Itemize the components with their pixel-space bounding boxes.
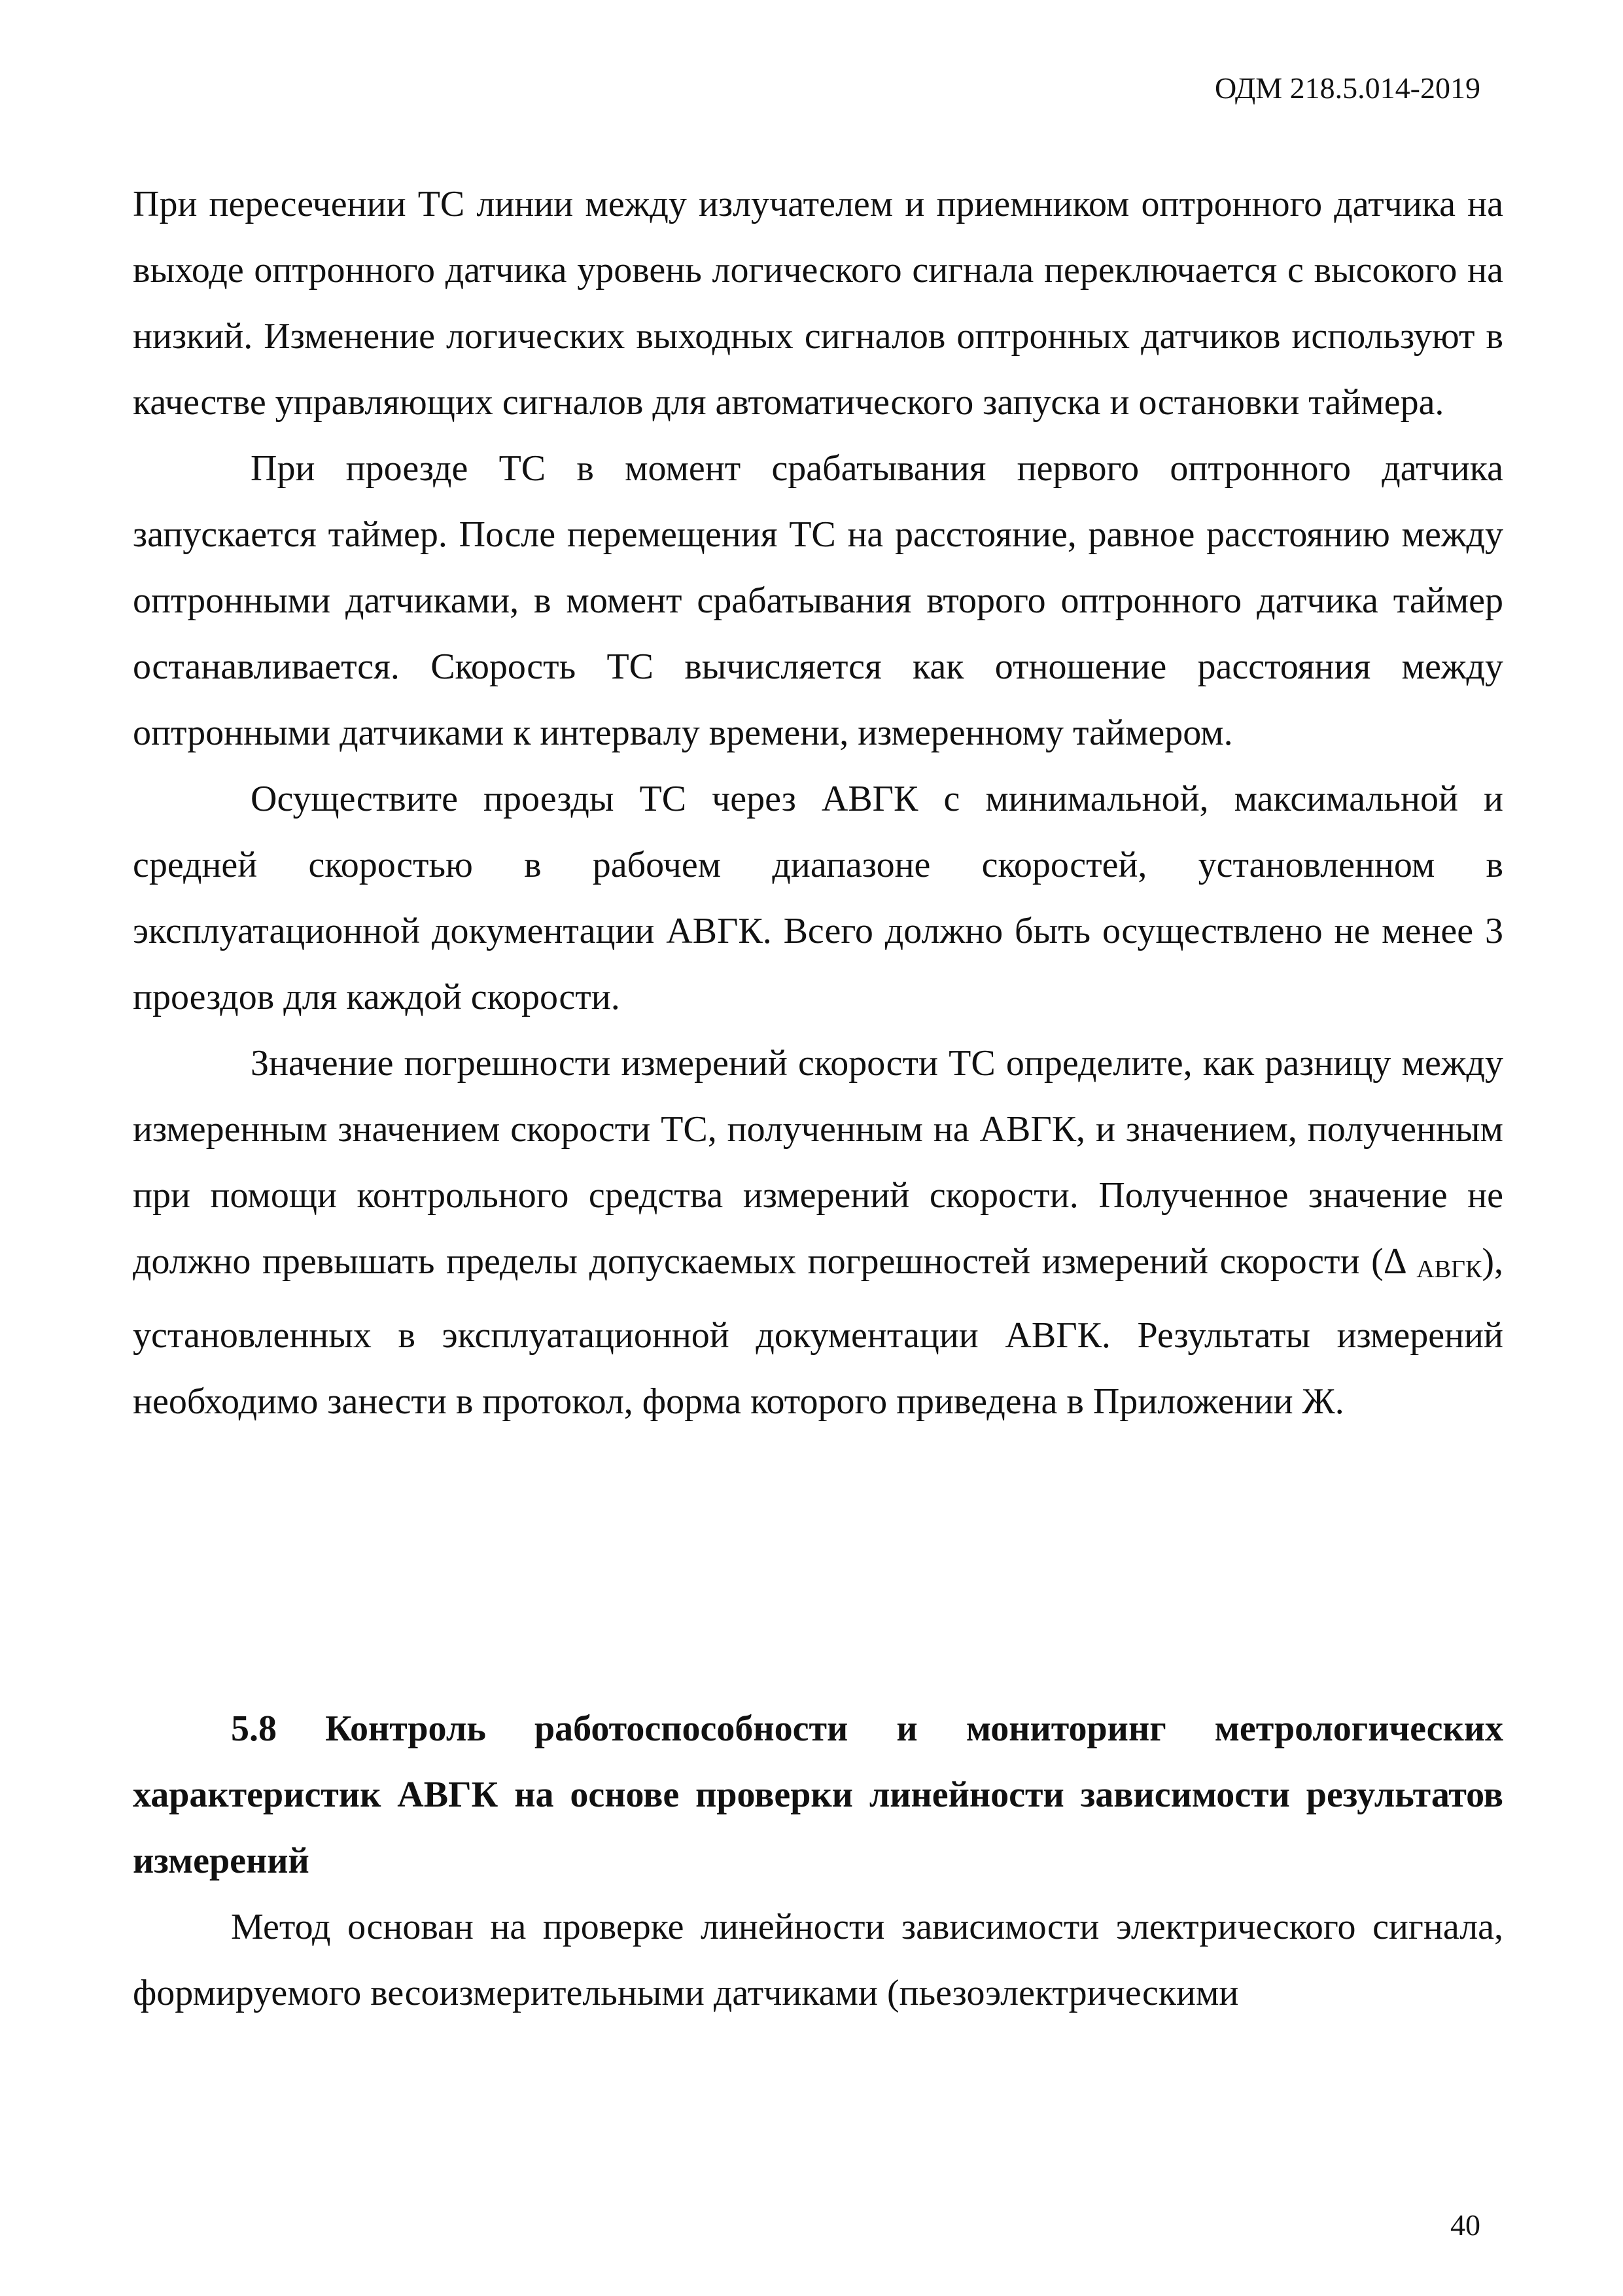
speed-error-text-end: ), установленных в эксплуатационной документации АВГК. Результаты измерений необходимо занести в протокол, форма которого приведена в Приложении Ж. xyxy=(133,1241,1503,1422)
paragraph-test-runs: Осуществите проезды ТС через АВГК с минимальной, максимальной и средней скоростью в рабочем диапазоне скоростей, установленном в эксплуатационной документации АВГК. Всего должно быть осуществлено не менее 3 проездов для каждой скорости. xyxy=(133,779,1503,1017)
document-code: ОДМ 218.5.014-2019 xyxy=(1214,71,1480,105)
section-body xyxy=(133,1894,1503,2026)
body-text xyxy=(133,171,1503,1435)
speed-error-text-start: Значение погрешности измерений скорости ТС определите, как разницу между измеренным значением скорости ТС, полученным на АВГК, и значением, полученным при помощи контрольного средства измерений скорости. Полученное значение не должно превышать пределы допускаемых погрешностей измерений скорости (Δ xyxy=(133,1043,1503,1282)
paragraph-optron-crossing: При пересечении ТС линии между излучателем и приемником оптронного датчика на выходе оптронного датчика уровень логического сигнала переключается с высокого на низкий. Изменение логических выходных сигналов оптронных датчиков используют в качестве управляющих сигналов для автоматического запуска и остановки таймера. xyxy=(133,184,1503,423)
delta-subscript: АВГК xyxy=(1416,1256,1482,1283)
paragraph-method: Метод основан на проверке линейности зависимости электрического сигнала, формируемого весоизмерительными датчиками (пьезоэлектрическими xyxy=(133,1907,1503,2013)
page-number: 40 xyxy=(1450,2208,1480,2242)
paragraph-timer-start: При проезде ТС в момент срабатывания первого оптронного датчика запускается таймер. После перемещения ТС на расстояние, равное расстоянию между оптронными датчиками, в момент срабатывания второго оптронного датчика таймер останавливается. Скорость ТС вычисляется как отношение расстояния между оптронными датчиками к интервалу времени, измеренному таймером. xyxy=(133,448,1503,753)
paragraph-speed-error xyxy=(133,1031,1503,1435)
section-heading xyxy=(133,1696,1503,1894)
section-heading-text: 5.8 Контроль работоспособности и мониторинг метрологических характеристик АВГК на основе проверки линейности зависимости результатов измерений xyxy=(133,1708,1503,1881)
